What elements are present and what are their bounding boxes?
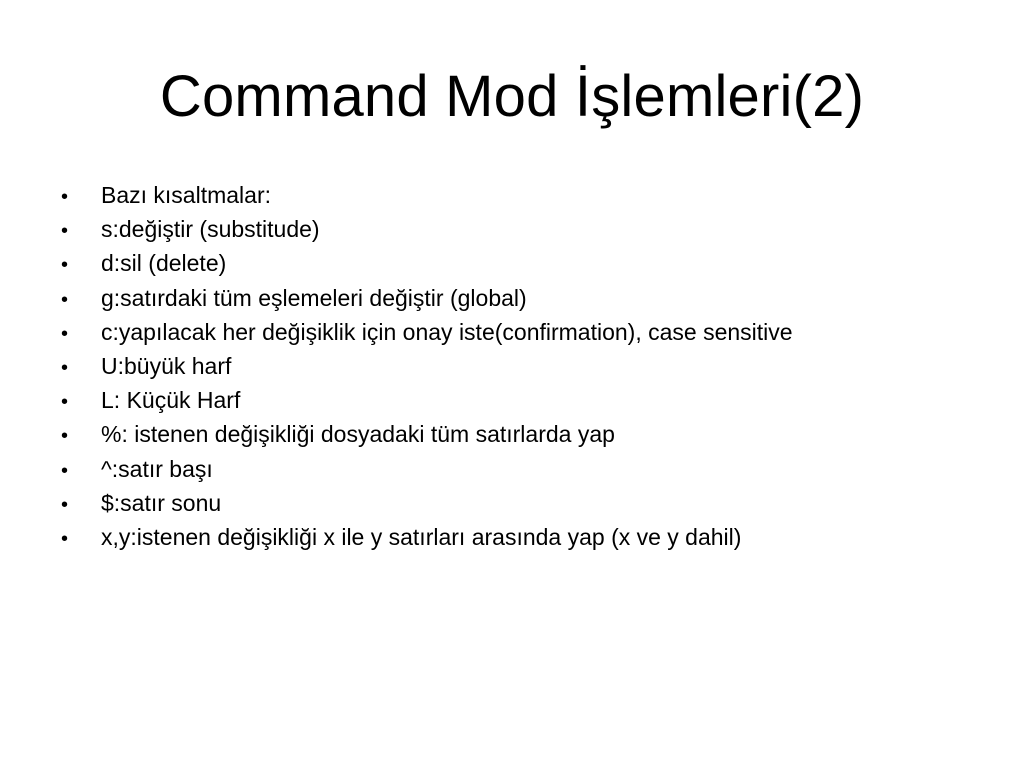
list-item	[60, 246, 1010, 280]
list-item	[60, 383, 1010, 417]
list-item	[60, 281, 1010, 315]
bullet-icon: •	[61, 356, 69, 379]
list-item	[60, 178, 1010, 212]
list-item	[60, 452, 1010, 486]
list-item	[60, 417, 1010, 451]
list-item-text: g:satırdaki tüm eşlemeleri değiştir (global)	[101, 284, 527, 311]
bullet-icon: •	[61, 288, 69, 311]
list-item	[60, 520, 1010, 554]
bullet-icon: •	[61, 254, 69, 277]
bullet-icon: •	[61, 391, 69, 414]
list-item-text: U:büyük harf	[101, 352, 232, 379]
list-item-text: c:yapılacak her değişiklik için onay iste(confirmation), case sensitive	[101, 318, 793, 345]
list-item	[60, 315, 1010, 349]
bullet-icon: •	[61, 459, 69, 482]
list-item-text: $:satır sonu	[101, 489, 222, 516]
list-item-text: x,y:istenen değişikliği x ile y satırları arasında yap (x ve y dahil)	[101, 523, 742, 550]
list-item-text: d:sil (delete)	[101, 250, 227, 277]
slide-title: Command Mod İşlemleri(2)	[159, 64, 865, 129]
bullet-icon: •	[61, 493, 69, 516]
bullet-icon: •	[61, 220, 69, 243]
list-item-text: s:değiştir (substitude)	[101, 216, 320, 243]
bullet-icon: •	[61, 527, 69, 550]
list-item-text: L: Küçük Harf	[101, 387, 241, 414]
list-item-text: %: istenen değişikliği dosyadaki tüm satırlarda yap	[101, 421, 615, 448]
bullet-icon: •	[61, 322, 69, 345]
list-item-text: Bazı kısaltmalar:	[101, 182, 271, 208]
list-item	[60, 486, 1010, 520]
list-item-text: ^:satır başı	[101, 455, 213, 482]
bullet-icon: •	[61, 425, 69, 448]
bullet-icon: •	[61, 186, 69, 208]
list-item	[60, 349, 1010, 383]
bullet-list	[60, 178, 1010, 554]
list-item	[60, 212, 1010, 246]
